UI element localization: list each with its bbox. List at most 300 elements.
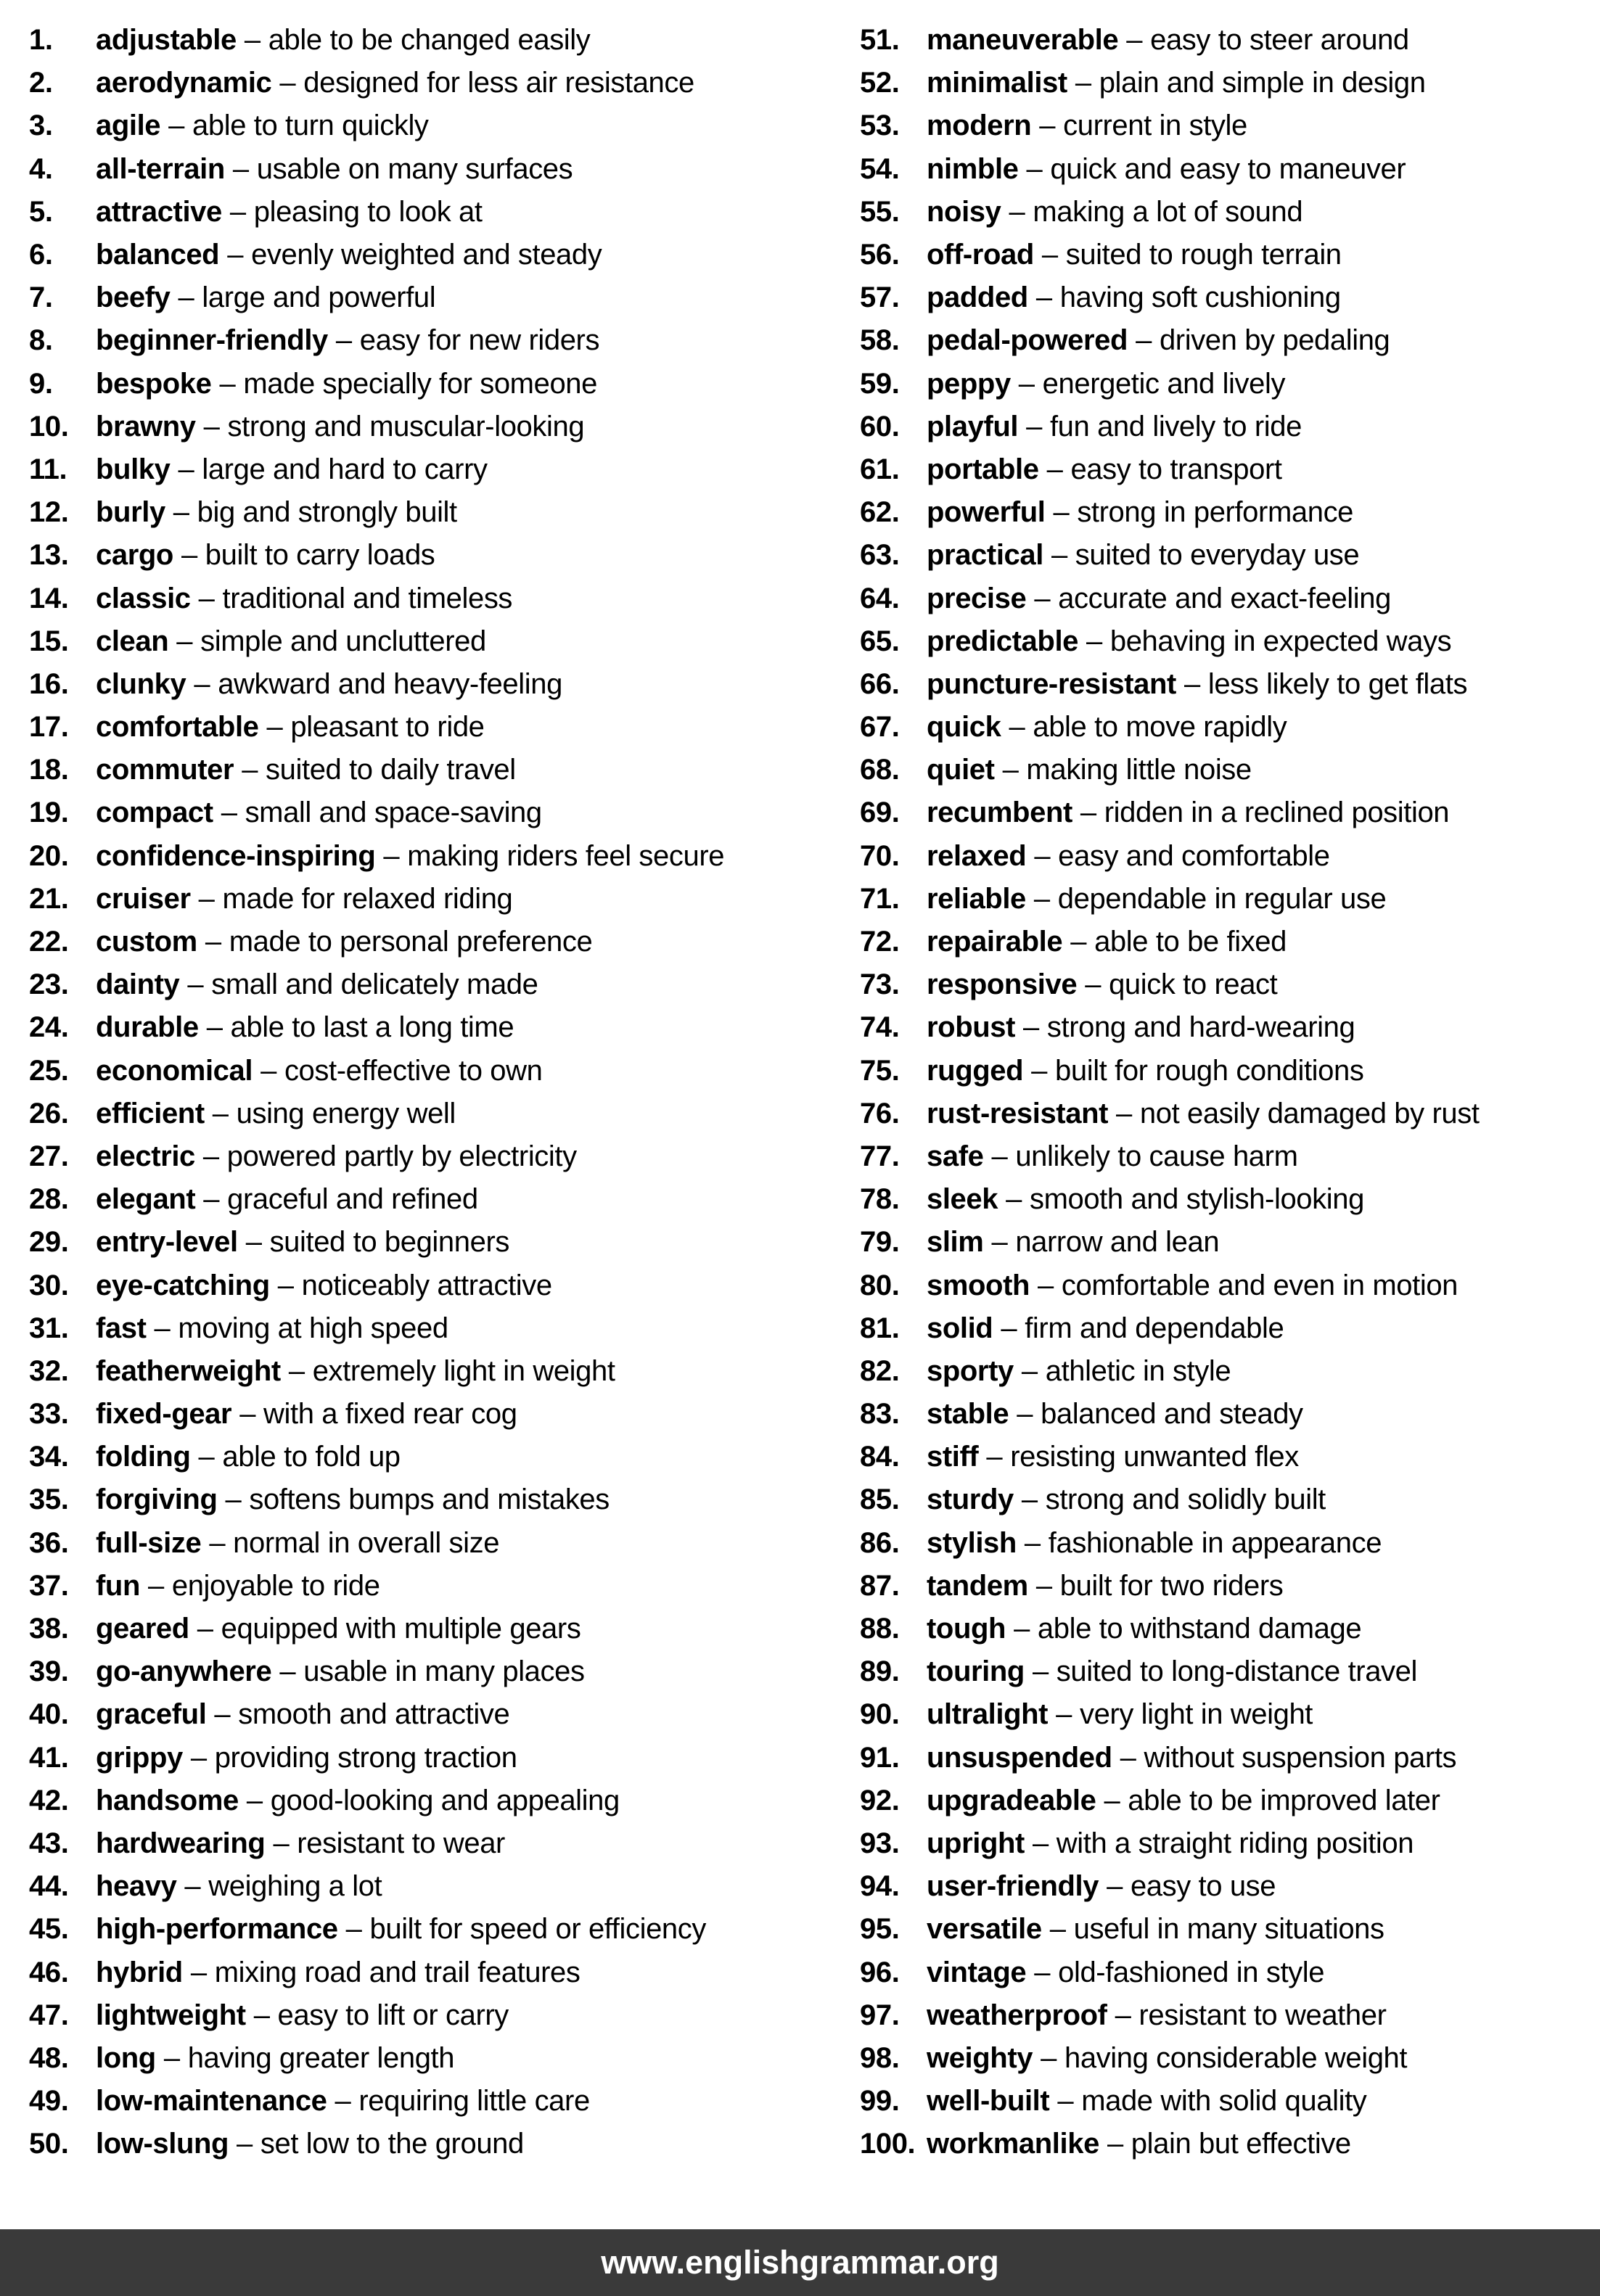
- item-definition: small and space-saving: [245, 797, 542, 829]
- item-definition: firm and dependable: [1025, 1312, 1284, 1344]
- item-word: cruiser: [96, 882, 191, 915]
- list-item: [29, 104, 802, 147]
- item-definition: made specially for someone: [243, 367, 597, 400]
- list-item: [29, 706, 802, 749]
- list-item: [860, 577, 1593, 620]
- item-separator: –: [237, 2128, 253, 2160]
- item-word: dainty: [96, 968, 180, 1001]
- list-item: [29, 148, 802, 191]
- item-separator: –: [212, 1097, 229, 1130]
- item-number: 18.: [29, 754, 69, 786]
- item-number: 5.: [29, 195, 53, 228]
- item-word: fun: [96, 1569, 140, 1602]
- item-definition: useful in many situations: [1073, 1913, 1384, 1946]
- item-definition: ridden in a reclined position: [1104, 797, 1450, 829]
- item-number: 27.: [29, 1140, 69, 1172]
- item-separator: –: [1107, 2128, 1123, 2160]
- item-number: 11.: [29, 453, 67, 485]
- item-separator: –: [239, 1398, 256, 1431]
- list-item: [860, 491, 1593, 534]
- item-definition: built for rough conditions: [1055, 1054, 1364, 1087]
- item-word: smooth: [927, 1269, 1030, 1301]
- item-number: 85.: [860, 1484, 900, 1516]
- item-definition: able to be changed easily: [268, 24, 591, 57]
- item-definition: driven by pedaling: [1159, 324, 1390, 357]
- item-word: cargo: [96, 539, 173, 572]
- list-item: [860, 706, 1593, 749]
- item-definition: athletic in style: [1045, 1354, 1231, 1387]
- item-word: rugged: [927, 1054, 1024, 1087]
- item-definition: able to last a long time: [230, 1011, 514, 1044]
- item-word: handsome: [96, 1784, 239, 1816]
- item-word: safe: [927, 1140, 984, 1172]
- item-number: 76.: [860, 1097, 900, 1130]
- item-word: vintage: [927, 1956, 1027, 1988]
- item-definition: usable on many surfaces: [256, 152, 573, 185]
- item-number: 9.: [29, 367, 53, 400]
- item-number: 37.: [29, 1569, 69, 1602]
- item-number: 23.: [29, 968, 69, 1001]
- item-word: slim: [927, 1226, 984, 1259]
- item-word: confidence-inspiring: [96, 839, 376, 872]
- item-definition: requiring little care: [358, 2085, 590, 2118]
- item-word: rust-resistant: [927, 1097, 1109, 1130]
- item-separator: –: [273, 1827, 290, 1859]
- item-number: 35.: [29, 1484, 69, 1516]
- item-definition: plain but effective: [1131, 2128, 1351, 2160]
- item-number: 43.: [29, 1827, 69, 1859]
- list-item: [860, 104, 1593, 147]
- item-word: pedal-powered: [927, 324, 1128, 357]
- item-number: 70.: [860, 839, 900, 872]
- item-definition: not easily damaged by rust: [1139, 1097, 1480, 1130]
- item-word: eye-catching: [96, 1269, 270, 1301]
- item-definition: dependable in regular use: [1057, 882, 1387, 915]
- list-item: [29, 1178, 802, 1221]
- item-number: 54.: [860, 152, 900, 185]
- item-definition: resisting unwanted flex: [1010, 1441, 1299, 1473]
- item-separator: –: [1051, 539, 1067, 572]
- item-definition: able to turn quickly: [192, 110, 429, 142]
- item-definition: weighing a lot: [208, 1870, 382, 1903]
- item-definition: using energy well: [236, 1097, 456, 1130]
- item-number: 31.: [29, 1312, 69, 1344]
- item-word: sturdy: [927, 1484, 1014, 1516]
- list-item: [860, 1608, 1593, 1650]
- list-item: [860, 1264, 1593, 1307]
- item-separator: –: [198, 882, 215, 915]
- item-separator: –: [1023, 1011, 1039, 1044]
- item-word: bespoke: [96, 367, 212, 400]
- item-separator: –: [345, 1913, 362, 1946]
- list-item: [29, 2037, 802, 2080]
- item-separator: –: [194, 667, 210, 700]
- list-item: [29, 1693, 802, 1736]
- item-number: 69.: [860, 797, 900, 829]
- list-item: [29, 1565, 802, 1608]
- item-word: featherweight: [96, 1354, 281, 1387]
- list-item: [29, 363, 802, 406]
- item-definition: graceful and refined: [227, 1183, 478, 1216]
- item-word: weighty: [927, 2041, 1033, 2074]
- item-separator: –: [1107, 1870, 1123, 1903]
- item-separator: –: [148, 1569, 164, 1602]
- item-definition: equipped with multiple gears: [221, 1613, 581, 1645]
- item-separator: –: [245, 1226, 262, 1259]
- item-separator: –: [1034, 582, 1051, 614]
- item-word: repairable: [927, 926, 1063, 958]
- list-item: [29, 1608, 802, 1650]
- item-definition: providing strong traction: [214, 1741, 517, 1774]
- item-number: 42.: [29, 1784, 69, 1816]
- list-item: [29, 1264, 802, 1307]
- item-separator: –: [1104, 1784, 1120, 1816]
- item-separator: –: [1056, 1698, 1072, 1731]
- item-number: 34.: [29, 1441, 69, 1473]
- item-definition: able to move rapidly: [1033, 711, 1287, 744]
- item-separator: –: [206, 1011, 223, 1044]
- list-item: [860, 1135, 1593, 1178]
- item-definition: smooth and stylish-looking: [1029, 1183, 1364, 1216]
- item-separator: –: [202, 1140, 219, 1172]
- item-word: grippy: [96, 1741, 183, 1774]
- item-definition: strong and solidly built: [1045, 1484, 1326, 1516]
- item-number: 79.: [860, 1226, 900, 1259]
- item-separator: –: [178, 453, 194, 485]
- item-definition: unlikely to cause harm: [1015, 1140, 1298, 1172]
- item-separator: –: [1041, 2041, 1057, 2074]
- item-number: 88.: [860, 1613, 900, 1645]
- item-separator: –: [1136, 324, 1152, 357]
- list-item: [860, 2037, 1593, 2080]
- item-number: 89.: [860, 1655, 900, 1688]
- item-definition: current in style: [1063, 110, 1247, 142]
- list-item: [29, 534, 802, 577]
- list-item: [29, 1350, 802, 1393]
- item-number: 78.: [860, 1183, 900, 1216]
- item-separator: –: [335, 2085, 351, 2118]
- list-item: [29, 1737, 802, 1779]
- item-definition: suited to long-distance travel: [1056, 1655, 1417, 1688]
- item-number: 73.: [860, 968, 900, 1001]
- item-number: 58.: [860, 324, 900, 357]
- item-separator: –: [260, 1054, 276, 1087]
- item-definition: mixing road and trail features: [214, 1956, 580, 1988]
- item-separator: –: [1024, 1526, 1041, 1559]
- list-item: [29, 276, 802, 319]
- item-number: 41.: [29, 1741, 69, 1774]
- list-item: [29, 1006, 802, 1049]
- item-definition: smooth and attractive: [238, 1698, 510, 1731]
- list-item: [29, 191, 802, 234]
- list-item: [860, 1737, 1593, 1779]
- item-separator: –: [1032, 1827, 1049, 1859]
- item-number: 65.: [860, 625, 900, 657]
- item-definition: easy for new riders: [359, 324, 600, 357]
- list-item: [860, 1307, 1593, 1350]
- item-number: 80.: [860, 1269, 900, 1301]
- item-definition: strong and hard-wearing: [1046, 1011, 1355, 1044]
- list-column-left: [29, 19, 802, 2165]
- item-number: 38.: [29, 1613, 69, 1645]
- item-number: 60.: [860, 410, 900, 443]
- item-definition: made for relaxed riding: [222, 882, 513, 915]
- item-definition: suited to daily travel: [266, 754, 516, 786]
- item-number: 21.: [29, 882, 69, 915]
- list-item: [860, 406, 1593, 448]
- list-item: [860, 1050, 1593, 1093]
- item-separator: –: [1035, 1569, 1052, 1602]
- item-number: 71.: [860, 882, 900, 915]
- item-word: tough: [927, 1613, 1006, 1645]
- item-word: hybrid: [96, 1956, 183, 1988]
- item-word: forgiving: [96, 1484, 218, 1516]
- item-definition: having considerable weight: [1064, 2041, 1408, 2074]
- item-number: 22.: [29, 926, 69, 958]
- item-separator: –: [1021, 1484, 1038, 1516]
- item-definition: strong and muscular-looking: [227, 410, 585, 443]
- item-definition: making riders feel secure: [407, 839, 725, 872]
- item-word: padded: [927, 281, 1028, 314]
- item-definition: suited to beginners: [269, 1226, 509, 1259]
- item-definition: built for speed or efficiency: [369, 1913, 706, 1946]
- list-item: [860, 1565, 1593, 1608]
- item-separator: –: [1038, 1269, 1054, 1301]
- list-item: [29, 1093, 802, 1135]
- item-word: elegant: [96, 1183, 196, 1216]
- list-item: [29, 2123, 802, 2165]
- item-word: hardwearing: [96, 1827, 266, 1859]
- list-item: [860, 921, 1593, 963]
- item-separator: –: [244, 24, 260, 57]
- list-item: [29, 1050, 802, 1093]
- item-separator: –: [197, 1613, 213, 1645]
- item-word: geared: [96, 1613, 189, 1645]
- item-word: upright: [927, 1827, 1025, 1859]
- item-definition: comfortable and even in motion: [1061, 1269, 1459, 1301]
- list-item: [29, 448, 802, 491]
- item-number: 24.: [29, 1011, 69, 1044]
- item-separator: –: [1046, 453, 1063, 485]
- item-separator: –: [1033, 882, 1050, 915]
- list-item: [860, 276, 1593, 319]
- item-separator: –: [205, 926, 221, 958]
- item-definition: evenly weighted and steady: [251, 239, 602, 271]
- item-number: 90.: [860, 1698, 900, 1731]
- item-number: 67.: [860, 711, 900, 744]
- item-number: 55.: [860, 195, 900, 228]
- item-definition: balanced and steady: [1041, 1398, 1303, 1431]
- item-separator: –: [232, 152, 249, 185]
- item-separator: –: [221, 797, 237, 829]
- item-number: 36.: [29, 1526, 69, 1559]
- list-item: [29, 1865, 802, 1908]
- item-word: quiet: [927, 754, 995, 786]
- item-definition: less likely to get flats: [1207, 667, 1468, 700]
- item-number: 96.: [860, 1956, 900, 1988]
- item-number: 82.: [860, 1354, 900, 1387]
- item-definition: quick and easy to maneuver: [1050, 152, 1406, 185]
- item-word: bulky: [96, 453, 171, 485]
- item-number: 39.: [29, 1655, 69, 1688]
- item-definition: moving at high speed: [178, 1312, 448, 1344]
- item-definition: resistant to wear: [297, 1827, 505, 1859]
- item-separator: –: [1006, 1183, 1022, 1216]
- item-word: high-performance: [96, 1913, 338, 1946]
- item-word: folding: [96, 1441, 191, 1473]
- item-number: 14.: [29, 582, 69, 614]
- list-item: [29, 1307, 802, 1350]
- item-word: stable: [927, 1398, 1009, 1431]
- item-definition: very light in weight: [1079, 1698, 1313, 1731]
- item-word: low-slung: [96, 2128, 229, 2160]
- item-word: beefy: [96, 281, 171, 314]
- item-separator: –: [1183, 667, 1200, 700]
- item-separator: –: [163, 2041, 180, 2074]
- item-definition: made to personal preference: [229, 926, 593, 958]
- item-definition: easy and comfortable: [1058, 839, 1330, 872]
- item-number: 77.: [860, 1140, 900, 1172]
- item-word: noisy: [927, 195, 1001, 228]
- list-item: [860, 1994, 1593, 2037]
- item-number: 17.: [29, 711, 69, 744]
- item-number: 45.: [29, 1913, 69, 1946]
- item-number: 57.: [860, 281, 900, 314]
- item-separator: –: [168, 110, 185, 142]
- list-item: [860, 620, 1593, 663]
- item-definition: cost-effective to own: [284, 1054, 543, 1087]
- list-item: [860, 1822, 1593, 1865]
- item-word: robust: [927, 1011, 1016, 1044]
- item-separator: –: [203, 410, 220, 443]
- item-separator: –: [1053, 496, 1070, 529]
- list-item: [29, 791, 802, 834]
- list-item: [860, 791, 1593, 834]
- item-word: touring: [927, 1655, 1025, 1688]
- item-number: 98.: [860, 2041, 900, 2074]
- list-item: [860, 1393, 1593, 1436]
- item-definition: with a fixed rear cog: [263, 1398, 517, 1431]
- list-item: [29, 1135, 802, 1178]
- item-definition: normal in overall size: [233, 1526, 500, 1559]
- list-item: [860, 663, 1593, 706]
- item-separator: –: [1075, 67, 1091, 99]
- item-word: puncture-resistant: [927, 667, 1176, 700]
- list-item: [860, 1779, 1593, 1822]
- item-separator: –: [1031, 1054, 1048, 1087]
- item-separator: –: [173, 496, 189, 529]
- item-word: powerful: [927, 496, 1046, 529]
- item-number: 16.: [29, 667, 69, 700]
- item-definition: made with solid quality: [1081, 2085, 1367, 2118]
- item-definition: able to fold up: [222, 1441, 401, 1473]
- item-word: off-road: [927, 239, 1034, 271]
- item-number: 6.: [29, 239, 53, 271]
- item-number: 1.: [29, 24, 53, 57]
- item-separator: –: [190, 1956, 207, 1988]
- item-definition: powered partly by electricity: [226, 1140, 577, 1172]
- item-definition: having soft cushioning: [1059, 281, 1341, 314]
- item-word: efficient: [96, 1097, 205, 1130]
- item-number: 66.: [860, 667, 900, 700]
- item-definition: able to be improved later: [1128, 1784, 1440, 1816]
- item-number: 52.: [860, 67, 900, 99]
- item-separator: –: [1002, 754, 1019, 786]
- item-separator: –: [154, 1312, 171, 1344]
- item-separator: –: [225, 1484, 242, 1516]
- item-word: recumbent: [927, 797, 1072, 829]
- item-number: 93.: [860, 1827, 900, 1859]
- item-definition: suited to rough terrain: [1065, 239, 1342, 271]
- list-item: [29, 878, 802, 921]
- item-number: 44.: [29, 1870, 69, 1903]
- item-definition: making a lot of sound: [1033, 195, 1303, 228]
- item-word: stiff: [927, 1441, 979, 1473]
- item-number: 86.: [860, 1526, 900, 1559]
- item-separator: –: [190, 1741, 207, 1774]
- item-number: 91.: [860, 1741, 900, 1774]
- item-word: upgradeable: [927, 1784, 1096, 1816]
- item-definition: easy to use: [1130, 1870, 1276, 1903]
- item-number: 92.: [860, 1784, 900, 1816]
- item-number: 100.: [860, 2128, 916, 2160]
- item-word: ultralight: [927, 1698, 1049, 1731]
- item-number: 84.: [860, 1441, 900, 1473]
- item-separator: –: [227, 239, 244, 271]
- item-definition: large and hard to carry: [202, 453, 488, 485]
- list-item: [860, 1908, 1593, 1951]
- list-item: [29, 921, 802, 963]
- list-item: [860, 1178, 1593, 1221]
- item-separator: –: [176, 625, 193, 657]
- item-separator: –: [1070, 926, 1087, 958]
- item-number: 7.: [29, 281, 53, 314]
- item-number: 48.: [29, 2041, 69, 2074]
- item-word: low-maintenance: [96, 2085, 327, 2118]
- list-item: [29, 406, 802, 448]
- item-separator: –: [1080, 797, 1096, 829]
- item-definition: big and strongly built: [197, 496, 457, 529]
- list-item: [29, 234, 802, 276]
- item-separator: –: [986, 1441, 1003, 1473]
- item-definition: traditional and timeless: [222, 582, 513, 614]
- item-separator: –: [1041, 239, 1058, 271]
- item-separator: –: [1086, 625, 1102, 657]
- item-separator: –: [219, 367, 236, 400]
- item-definition: behaving in expected ways: [1109, 625, 1452, 657]
- list-item: [860, 835, 1593, 878]
- item-word: balanced: [96, 239, 220, 271]
- item-definition: without suspension parts: [1144, 1741, 1457, 1774]
- item-number: 46.: [29, 1956, 69, 1988]
- item-word: precise: [927, 582, 1027, 614]
- item-separator: –: [991, 1226, 1008, 1259]
- item-separator: –: [1115, 1999, 1131, 2031]
- list-item: [860, 148, 1593, 191]
- item-number: 10.: [29, 410, 69, 443]
- list-item: [29, 319, 802, 362]
- item-word: predictable: [927, 625, 1078, 657]
- item-word: lightweight: [96, 1999, 246, 2031]
- item-number: 49.: [29, 2085, 69, 2118]
- item-separator: –: [277, 1269, 294, 1301]
- item-separator: –: [1014, 1613, 1030, 1645]
- item-word: agile: [96, 110, 161, 142]
- item-word: graceful: [96, 1698, 207, 1731]
- item-word: adjustable: [96, 24, 237, 57]
- item-word: sleek: [927, 1183, 998, 1216]
- list-item: [860, 878, 1593, 921]
